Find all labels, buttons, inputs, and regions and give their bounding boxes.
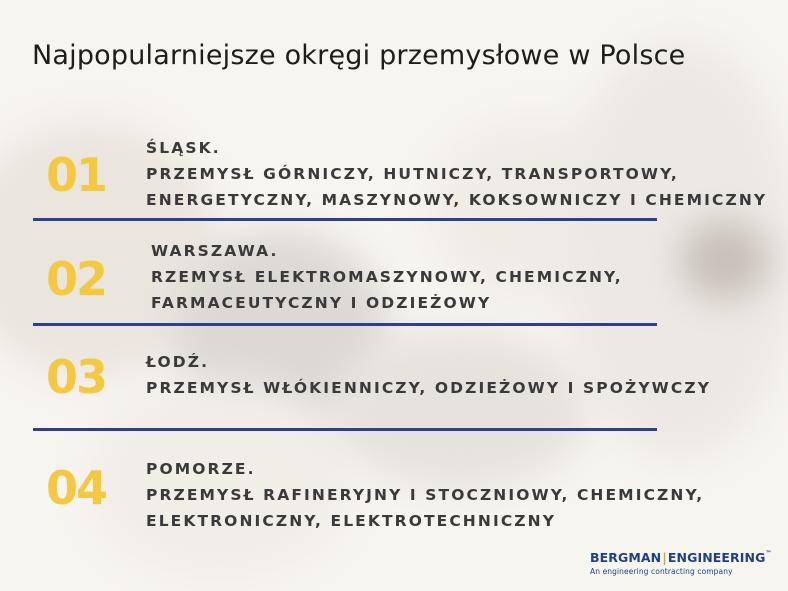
item-region: ŚLĄSK. [146,139,221,157]
divider-rule [33,428,657,431]
logo-wordmark [590,550,772,565]
logo-left: BERGMAN [590,550,662,565]
logo-right: ENGINEERING [667,550,766,565]
logo-tagline: An engineering contracting company [590,567,733,576]
item-line: RZEMYSŁ ELEKTROMASZYNOWY, CHEMICZNY, [151,268,623,286]
item-line: ELEKTRONICZNY, ELEKTROTECHNICZNY [146,512,557,530]
logo-separator: | [662,550,667,565]
item-number: 04 [46,461,107,515]
company-logo [590,550,772,576]
item-number: 02 [46,252,107,306]
item-region: POMORZE. [146,460,256,478]
item-text [146,456,704,534]
item-number: 01 [46,148,107,202]
item-line: PRZEMYSŁ GÓRNICZY, HUTNICZY, TRANSPORTOWY, [146,165,679,183]
item-line: FARMACEUTYCZNY I ODZIEŻOWY [151,294,492,312]
item-number: 03 [46,350,107,404]
item-text [151,238,623,316]
item-text [146,135,767,213]
item-region: WARSZAWA. [151,242,279,260]
item-line: PRZEMYSŁ RAFINERYJNY I STOCZNIOWY, CHEMICZNY, [146,486,705,504]
item-region: ŁODŹ. [146,353,210,371]
item-line: PRZEMYSŁ WŁÓKIENNICZY, ODZIEŻOWY I SPOŻYWCZY [146,379,712,397]
logo-trademark: ™ [765,550,772,557]
item-line: ENERGETYCZNY, MASZYNOWY, KOKSOWNICZY I CHEMICZNY [146,191,768,209]
item-text [146,349,711,401]
divider-rule [33,218,657,221]
divider-rule [33,323,657,326]
page-title: Najpopularniejsze okręgi przemysłowe w Polsce [32,40,686,71]
